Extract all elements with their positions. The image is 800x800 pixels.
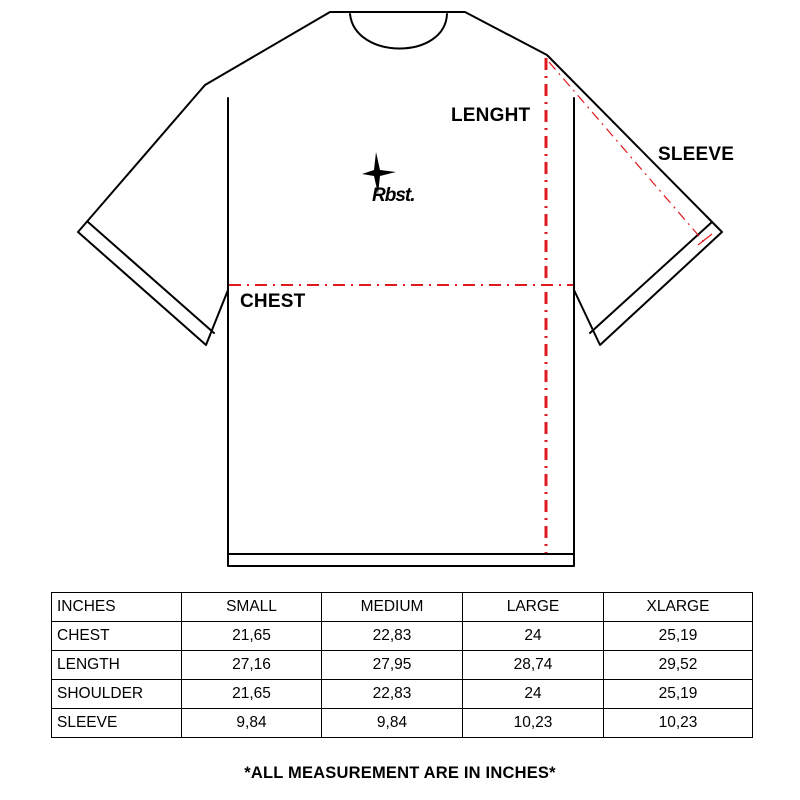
table-cell: 10,23	[604, 709, 753, 738]
header-small: SMALL	[182, 593, 322, 622]
table-cell: 27,95	[322, 651, 463, 680]
table-cell: 22,83	[322, 680, 463, 709]
collar-rib	[350, 14, 447, 49]
table-cell: 21,65	[182, 622, 322, 651]
header-medium: MEDIUM	[322, 593, 463, 622]
row-label: LENGTH	[52, 651, 182, 680]
table-row	[52, 651, 753, 680]
left-cuff-line	[88, 222, 214, 333]
header-unit: INCHES	[52, 593, 182, 622]
row-label: SLEEVE	[52, 709, 182, 738]
table-cell: 10,23	[463, 709, 604, 738]
size-chart-table	[51, 592, 753, 738]
table-cell: 22,83	[322, 622, 463, 651]
measurement-footnote: *ALL MEASUREMENT ARE IN INCHES*	[244, 764, 556, 782]
header-large: LARGE	[463, 593, 604, 622]
length-label: LENGHT	[451, 105, 531, 126]
sleeve-label: SLEEVE	[658, 144, 735, 165]
chest-label: CHEST	[240, 291, 306, 312]
table-cell: 25,19	[604, 622, 753, 651]
table-cell: 29,52	[604, 651, 753, 680]
row-label: CHEST	[52, 622, 182, 651]
row-label: SHOULDER	[52, 680, 182, 709]
table-cell: 9,84	[322, 709, 463, 738]
table-cell: 24	[463, 680, 604, 709]
table-cell: 25,19	[604, 680, 753, 709]
table-cell: 9,84	[182, 709, 322, 738]
table-cell: 27,16	[182, 651, 322, 680]
table-row	[52, 709, 753, 738]
table-cell: 21,65	[182, 680, 322, 709]
shirt-outline	[78, 12, 722, 566]
table-row	[52, 622, 753, 651]
header-xlarge: XLARGE	[604, 593, 753, 622]
brand-logo: Rbst.	[372, 185, 415, 206]
table-cell: 24	[463, 622, 604, 651]
table-row	[52, 680, 753, 709]
table-header-row	[52, 593, 753, 622]
right-cuff-line	[590, 222, 712, 333]
table-cell: 28,74	[463, 651, 604, 680]
